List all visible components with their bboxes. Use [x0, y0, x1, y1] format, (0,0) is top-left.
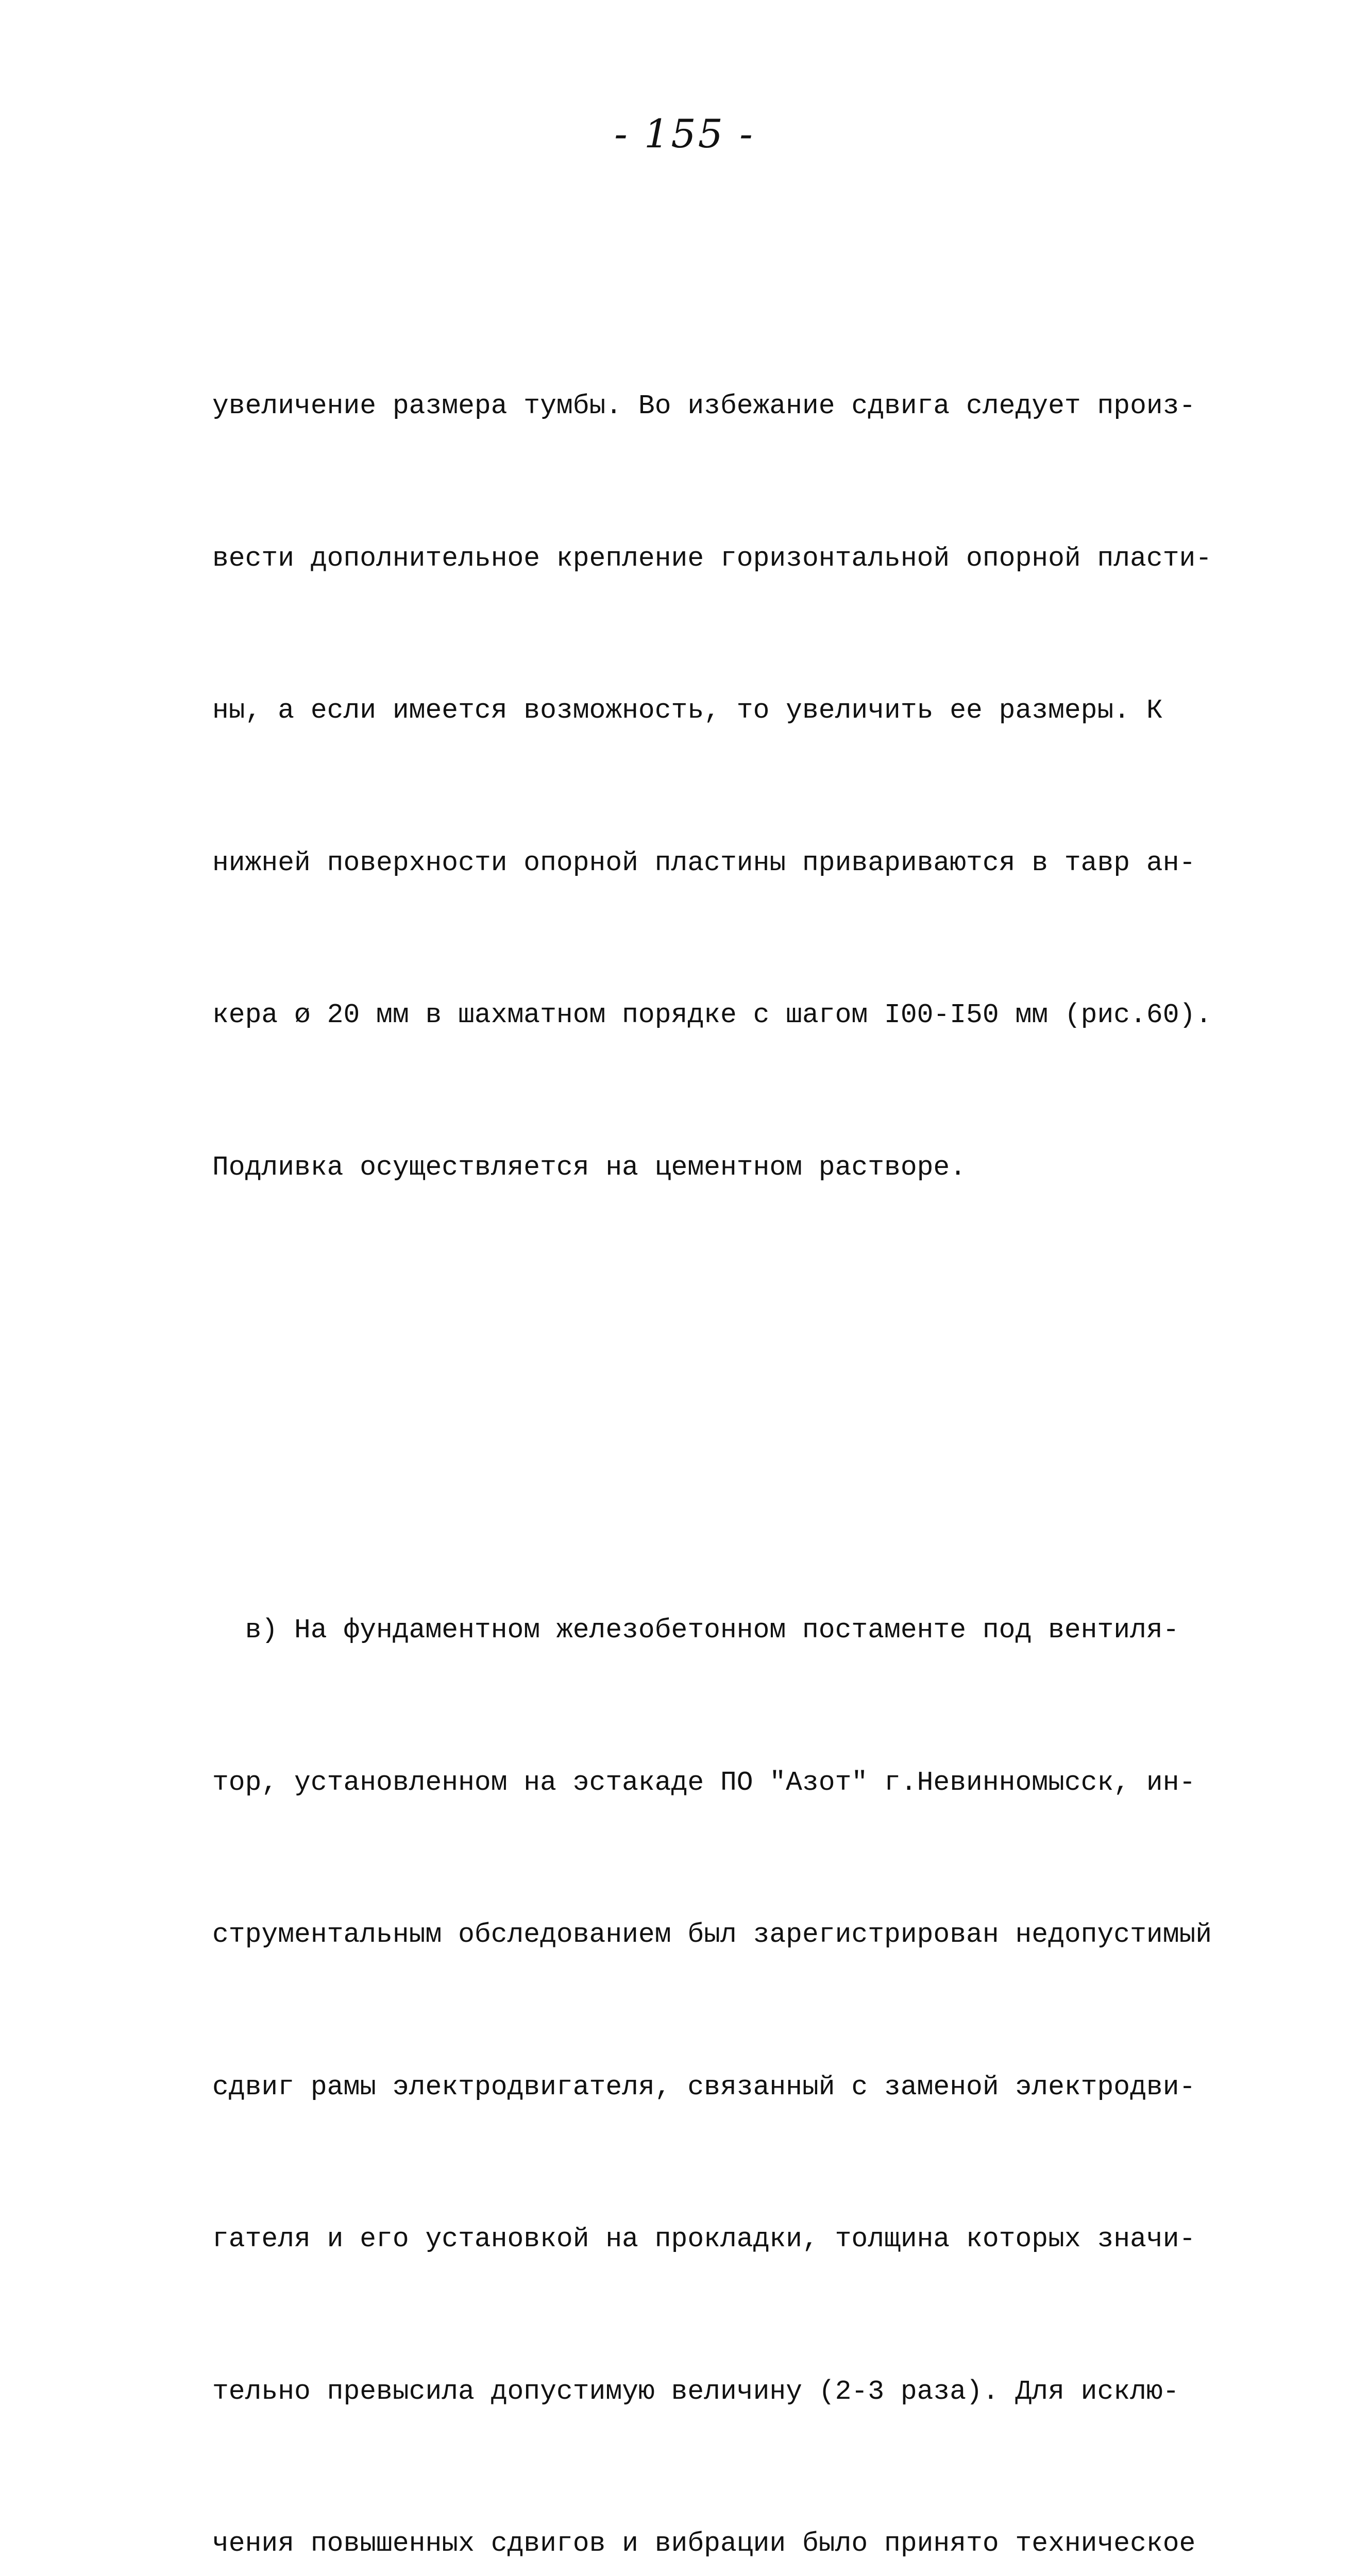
- page-number: - 155 -: [614, 111, 755, 157]
- text-line: нижней поверхности опорной пластины привариваются в тавр ан-: [212, 847, 1196, 878]
- text-line: в) На фундаментном железобетонном постаменте под вентиля-: [212, 1615, 1179, 1646]
- paragraph-2: [212, 1503, 1222, 2576]
- text-line: вести дополнительное крепление горизонтальной опорной пласти-: [212, 543, 1212, 574]
- text-line: ны, а если имеется возможность, то увеличить ее размеры. К: [212, 695, 1163, 726]
- text-line: Подливка осуществляется на цементном растворе.: [212, 1151, 967, 1183]
- text-line: чения повышенных сдвигов и вибрации было принято техническое: [212, 2528, 1196, 2559]
- text-line: сдвиг рамы электродвигателя, связанный с заменой электродви-: [212, 2071, 1196, 2103]
- text-line: тельно превысила допустимую величину (2-3 раза). Для исклю-: [212, 2376, 1179, 2407]
- paragraph-1: [212, 279, 1222, 1294]
- text-line: увеличение размера тумбы. Во избежание сдвига следует произ-: [212, 391, 1196, 421]
- text-line: тор, установленном на эстакаде ПО "Азот" г.Невинномысск, ин-: [212, 1767, 1196, 1798]
- text-line: гателя и его установкой на прокладки, толщина которых значи-: [212, 2224, 1196, 2255]
- text-line: струментальным обследованием был зарегистрирован недопустимый: [212, 1919, 1212, 1950]
- text-line: кера ø 20 мм в шахматном порядке с шагом I00-I50 мм (рис.60).: [212, 999, 1212, 1030]
- body-text: [212, 178, 1222, 2576]
